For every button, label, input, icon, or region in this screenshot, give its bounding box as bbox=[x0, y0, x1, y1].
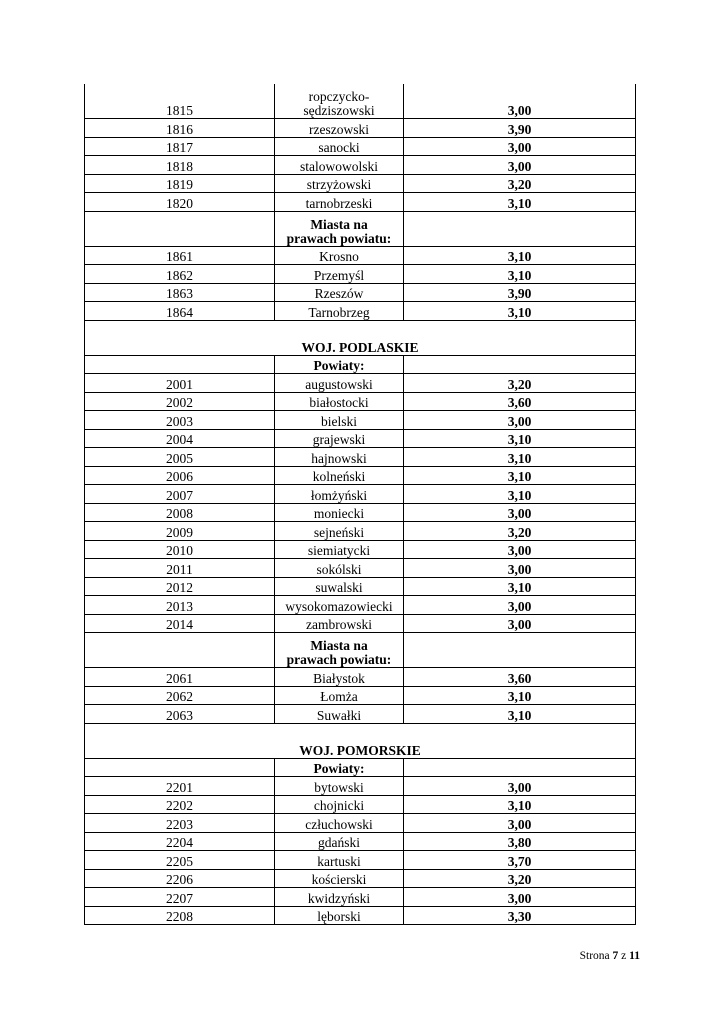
table-row bbox=[85, 888, 636, 907]
row-code: 2005 bbox=[85, 448, 275, 467]
row-code: 2010 bbox=[85, 540, 275, 559]
subheading-row bbox=[85, 355, 636, 374]
table-row bbox=[85, 174, 636, 193]
row-name: kościerski bbox=[275, 869, 404, 888]
row-code: 2014 bbox=[85, 614, 275, 633]
row-value: 3,70 bbox=[404, 851, 636, 870]
table-row bbox=[85, 137, 636, 156]
page-number bbox=[580, 950, 640, 962]
row-name: gdański bbox=[275, 832, 404, 851]
row-name: chojnicki bbox=[275, 795, 404, 814]
table-row bbox=[85, 540, 636, 559]
table-row bbox=[85, 559, 636, 578]
row-value: 3,60 bbox=[404, 392, 636, 411]
row-code: 2002 bbox=[85, 392, 275, 411]
table-row bbox=[85, 596, 636, 615]
table-row bbox=[85, 265, 636, 284]
row-name: moniecki bbox=[275, 503, 404, 522]
row-name: suwalski bbox=[275, 577, 404, 596]
total-pages: 11 bbox=[629, 950, 640, 962]
row-code: 1819 bbox=[85, 174, 275, 193]
row-code: 2009 bbox=[85, 522, 275, 541]
row-value: 3,00 bbox=[404, 84, 636, 119]
row-code: 2202 bbox=[85, 795, 275, 814]
table-row bbox=[85, 193, 636, 212]
table-row bbox=[85, 156, 636, 175]
row-name: sanocki bbox=[275, 137, 404, 156]
row-value: 3,10 bbox=[404, 705, 636, 724]
row-code: 1820 bbox=[85, 193, 275, 212]
row-value-empty bbox=[404, 633, 636, 668]
current-page: 7 bbox=[612, 950, 619, 962]
row-code-empty bbox=[85, 633, 275, 668]
row-name: kwidzyński bbox=[275, 888, 404, 907]
row-value: 3,00 bbox=[404, 596, 636, 615]
table-row bbox=[85, 119, 636, 138]
row-name: sokólski bbox=[275, 559, 404, 578]
subheading-row bbox=[85, 633, 636, 668]
row-code: 1816 bbox=[85, 119, 275, 138]
row-code: 1864 bbox=[85, 302, 275, 321]
row-name: Krosno bbox=[275, 246, 404, 265]
row-value: 3,00 bbox=[404, 614, 636, 633]
subheading-row bbox=[85, 211, 636, 246]
row-name: Łomża bbox=[275, 686, 404, 705]
row-name: tarnobrzeski bbox=[275, 193, 404, 212]
section-title: WOJ. PODLASKIE bbox=[85, 320, 636, 355]
row-code: 2204 bbox=[85, 832, 275, 851]
row-value: 3,00 bbox=[404, 411, 636, 430]
table-row bbox=[85, 777, 636, 796]
row-value: 3,90 bbox=[404, 119, 636, 138]
row-code: 2062 bbox=[85, 686, 275, 705]
row-code: 2201 bbox=[85, 777, 275, 796]
subheading-label: Miasta na prawach powiatu: bbox=[275, 633, 404, 668]
row-value: 3,10 bbox=[404, 246, 636, 265]
row-value: 3,00 bbox=[404, 156, 636, 175]
row-name: ropczycko- sędziszowski bbox=[275, 84, 404, 119]
row-code: 2012 bbox=[85, 577, 275, 596]
row-value: 3,20 bbox=[404, 174, 636, 193]
row-value: 3,30 bbox=[404, 906, 636, 925]
row-value: 3,10 bbox=[404, 686, 636, 705]
row-value: 3,00 bbox=[404, 503, 636, 522]
row-value: 3,10 bbox=[404, 302, 636, 321]
row-name: kolneński bbox=[275, 466, 404, 485]
row-value: 3,00 bbox=[404, 888, 636, 907]
row-value: 3,20 bbox=[404, 869, 636, 888]
page-separator: z bbox=[621, 950, 627, 962]
rates-table bbox=[84, 84, 636, 925]
table-row bbox=[85, 814, 636, 833]
row-value: 3,10 bbox=[404, 577, 636, 596]
row-code: 2013 bbox=[85, 596, 275, 615]
row-name: strzyżowski bbox=[275, 174, 404, 193]
row-code: 2004 bbox=[85, 429, 275, 448]
row-code: 2208 bbox=[85, 906, 275, 925]
row-value: 3,00 bbox=[404, 559, 636, 578]
row-code: 2063 bbox=[85, 705, 275, 724]
row-code-empty bbox=[85, 758, 275, 777]
row-value: 3,00 bbox=[404, 540, 636, 559]
table-row bbox=[85, 374, 636, 393]
row-name: bytowski bbox=[275, 777, 404, 796]
row-value: 3,10 bbox=[404, 466, 636, 485]
row-name: Suwałki bbox=[275, 705, 404, 724]
table-row bbox=[85, 686, 636, 705]
row-code: 2203 bbox=[85, 814, 275, 833]
row-name: sejneński bbox=[275, 522, 404, 541]
row-code: 1818 bbox=[85, 156, 275, 175]
row-value: 3,10 bbox=[404, 485, 636, 504]
row-value: 3,80 bbox=[404, 832, 636, 851]
row-code: 2006 bbox=[85, 466, 275, 485]
row-name: augustowski bbox=[275, 374, 404, 393]
row-value: 3,90 bbox=[404, 283, 636, 302]
row-value: 3,60 bbox=[404, 668, 636, 687]
section-row bbox=[85, 320, 636, 355]
row-name: Rzeszów bbox=[275, 283, 404, 302]
row-code: 2207 bbox=[85, 888, 275, 907]
row-name: Tarnobrzeg bbox=[275, 302, 404, 321]
row-value: 3,00 bbox=[404, 814, 636, 833]
row-name: łomżyński bbox=[275, 485, 404, 504]
row-code-empty bbox=[85, 355, 275, 374]
section-title: WOJ. POMORSKIE bbox=[85, 723, 636, 758]
row-name: Przemyśl bbox=[275, 265, 404, 284]
table-row bbox=[85, 832, 636, 851]
row-code: 2205 bbox=[85, 851, 275, 870]
row-code: 1817 bbox=[85, 137, 275, 156]
table-row bbox=[85, 448, 636, 467]
row-value-empty bbox=[404, 355, 636, 374]
table-row bbox=[85, 522, 636, 541]
table-row bbox=[85, 668, 636, 687]
subheading-label: Powiaty: bbox=[275, 355, 404, 374]
row-name: zambrowski bbox=[275, 614, 404, 633]
row-code: 1815 bbox=[85, 84, 275, 119]
row-value: 3,20 bbox=[404, 522, 636, 541]
page-label: Strona bbox=[579, 950, 610, 962]
row-value: 3,10 bbox=[404, 795, 636, 814]
row-value: 3,10 bbox=[404, 265, 636, 284]
row-code: 2003 bbox=[85, 411, 275, 430]
row-value-empty bbox=[404, 211, 636, 246]
subheading-label: Miasta na prawach powiatu: bbox=[275, 211, 404, 246]
row-code: 2001 bbox=[85, 374, 275, 393]
table-row bbox=[85, 283, 636, 302]
table-row bbox=[85, 503, 636, 522]
row-value-empty bbox=[404, 758, 636, 777]
subheading-row bbox=[85, 758, 636, 777]
row-code-empty bbox=[85, 211, 275, 246]
row-value: 3,00 bbox=[404, 777, 636, 796]
row-name: Białystok bbox=[275, 668, 404, 687]
table-row bbox=[85, 392, 636, 411]
table-row bbox=[85, 466, 636, 485]
table-row bbox=[85, 429, 636, 448]
row-name: grajewski bbox=[275, 429, 404, 448]
rates-table-body bbox=[85, 84, 636, 925]
section-row bbox=[85, 723, 636, 758]
table-row bbox=[85, 485, 636, 504]
row-name: lęborski bbox=[275, 906, 404, 925]
table-row bbox=[85, 795, 636, 814]
table-row bbox=[85, 577, 636, 596]
row-name: białostocki bbox=[275, 392, 404, 411]
row-name: stalowowolski bbox=[275, 156, 404, 175]
table-row bbox=[85, 84, 636, 119]
row-value: 3,10 bbox=[404, 429, 636, 448]
table-row bbox=[85, 906, 636, 925]
row-name: hajnowski bbox=[275, 448, 404, 467]
table-row bbox=[85, 869, 636, 888]
row-name: rzeszowski bbox=[275, 119, 404, 138]
row-code: 2206 bbox=[85, 869, 275, 888]
table-row bbox=[85, 851, 636, 870]
row-code: 2008 bbox=[85, 503, 275, 522]
row-code: 1861 bbox=[85, 246, 275, 265]
row-value: 3,10 bbox=[404, 193, 636, 212]
row-value: 3,00 bbox=[404, 137, 636, 156]
row-name: wysokomazowiecki bbox=[275, 596, 404, 615]
row-value: 3,10 bbox=[404, 448, 636, 467]
row-code: 2007 bbox=[85, 485, 275, 504]
row-code: 1862 bbox=[85, 265, 275, 284]
row-code: 2061 bbox=[85, 668, 275, 687]
row-name: siemiatycki bbox=[275, 540, 404, 559]
row-name: kartuski bbox=[275, 851, 404, 870]
table-row bbox=[85, 246, 636, 265]
row-code: 2011 bbox=[85, 559, 275, 578]
table-row bbox=[85, 614, 636, 633]
subheading-label: Powiaty: bbox=[275, 758, 404, 777]
row-name: bielski bbox=[275, 411, 404, 430]
table-row bbox=[85, 302, 636, 321]
row-code: 1863 bbox=[85, 283, 275, 302]
row-value: 3,20 bbox=[404, 374, 636, 393]
row-name: człuchowski bbox=[275, 814, 404, 833]
table-row bbox=[85, 411, 636, 430]
table-row bbox=[85, 705, 636, 724]
